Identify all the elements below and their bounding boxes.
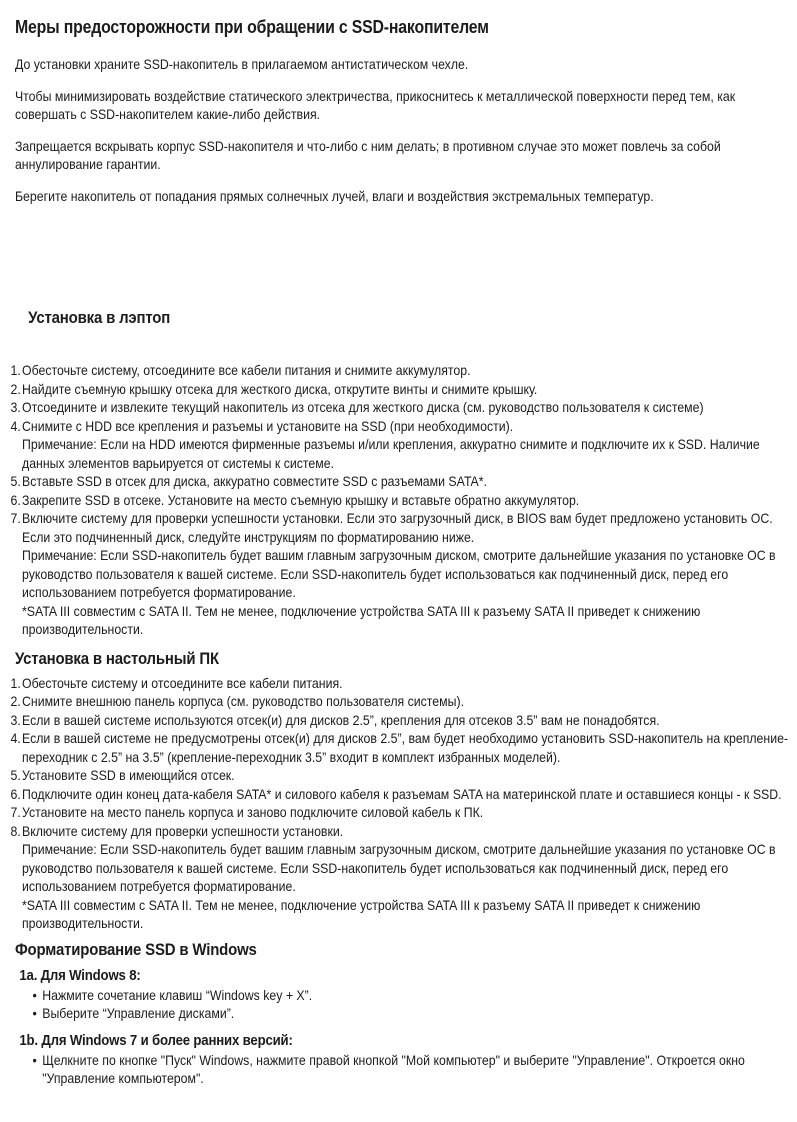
subsection-windows8 <box>15 966 789 1023</box>
item-text: Отсоедините и извлеките текущий накопитель из отсека для жесткого диска (см. руководство пользователя к системе) <box>22 399 704 415</box>
item-number: 6. <box>10 785 21 802</box>
list-item <box>11 472 789 491</box>
document-page <box>0 16 797 1088</box>
precaution-paragraph: Берегите накопитель от попадания прямых солнечных лучей, влаги и воздействия экстремальных температур. <box>14 187 654 204</box>
item-number: 3. <box>10 399 21 415</box>
item-body <box>22 509 788 639</box>
item-note: Примечание: Если SSD-накопитель будет вашим главным загрузочным диском, смотрите дальнейшие указания по установке ОС в руководство пользователя к вашей системе. Если SSD-накопитель будет использоваться как подчиненный диск, перед его использованием потребуется форматирование. <box>22 547 776 600</box>
item-text: Установите на место панель корпуса и заново подключите силовой кабель к ПК. <box>22 804 484 820</box>
item-note: Примечание: Если на HDD имеются фирменные разъемы и/или крепления, аккуратно снимите и подключите их к SSD. Наличие данных элементов варьируется от системы к системе. <box>22 436 760 471</box>
item-text: Снимите внешнюю панель корпуса (см. руководство пользователя системы). <box>22 693 465 709</box>
item-number: 4. <box>10 417 21 434</box>
list-item <box>11 803 789 822</box>
laptop-install-steps <box>11 361 789 639</box>
list-item <box>11 509 789 639</box>
item-number: 2. <box>10 693 21 709</box>
item-text: Снимите с HDD все крепления и разъемы и установите на SSD (при необходимости). <box>22 417 514 434</box>
item-number: 7. <box>10 804 21 820</box>
item-number: 4. <box>10 730 21 746</box>
list-item <box>11 398 789 417</box>
item-number: 2. <box>10 380 21 397</box>
item-body <box>22 822 788 933</box>
bullet-text: Щелкните по кнопке "Пуск" Windows, нажмите правой кнопкой "Мой компьютер" и выберите "Управление". Откроется окно "Управление компьютером". <box>42 1051 745 1086</box>
bullet-icon: • <box>32 1051 37 1068</box>
precaution-paragraph: До установки храните SSD-накопитель в прилагаемом антистатическом чехле. <box>14 56 469 72</box>
item-footnote: *SATA III совместим с SATA II. Тем не менее, подключение устройства SATA III к разъему SATA II приведет к снижению производительности. <box>22 602 701 637</box>
item-number: 7. <box>10 510 21 526</box>
bullet-item <box>33 1004 789 1023</box>
list-item <box>11 729 789 766</box>
list-item <box>11 674 789 693</box>
subsection-windows7 <box>15 1031 789 1088</box>
item-text: Включите систему для проверки успешности установки. <box>22 822 344 839</box>
item-number: 5. <box>10 473 21 489</box>
subsection-label: 1a. Для Windows 8: <box>19 966 141 984</box>
item-text: Включите систему для проверки успешности установки. Если это загрузочный диск, в BIOS вам будет предложено установить ОС. Если это подчиненный диск, следуйте инструкциям по форматированию ниже. <box>22 510 773 545</box>
item-note: Примечание: Если SSD-накопитель будет вашим главным загрузочным диском, смотрите дальнейшие указания по установке ОС в руководство пользователя к вашей системе. Если SSD-накопитель будет использоваться как подчиненный диск, перед его использованием потребуется форматирование. <box>22 841 776 894</box>
page-title: Меры предосторожности при обращении с SSD-накопителем <box>14 17 489 37</box>
item-text: Обесточьте систему и отсоедините все кабели питания. <box>22 674 343 691</box>
bullet-item <box>33 986 789 1005</box>
item-text: Если в вашей системе не предусмотрены отсек(и) для дисков 2.5”, вам будет необходимо установить SSD-накопитель на крепление-переходник с 2.5” на 3.5” (крепление-переходник 3.5” входит в комплект избранных моделей). <box>22 730 789 765</box>
desktop-install-steps <box>11 674 789 933</box>
bullet-item <box>33 1051 789 1088</box>
item-text: Вставьте SSD в отсек для диска, аккуратно совместите SSD с разъемами SATA*. <box>22 473 487 489</box>
bullet-list <box>15 986 789 1023</box>
item-number: 1. <box>10 362 21 378</box>
item-number: 8. <box>10 822 21 839</box>
item-number: 6. <box>10 491 21 508</box>
section-heading-laptop-install: Установка в лэптоп <box>28 308 171 327</box>
item-text: Подключите один конец дата-кабеля SATA* и силового кабеля к разъемам SATA на материнской плате и оставшиеся концы - к SSD. <box>22 785 782 802</box>
list-item <box>11 711 789 730</box>
bullet-text: Выберите “Управление дисками”. <box>42 1005 235 1021</box>
precaution-paragraph: Чтобы минимизировать воздействие статического электричества, прикоснитесь к металлической поверхности перед тем, как совершать с SSD-накопителем какие-либо действия. <box>14 87 736 122</box>
precaution-paragraph: Запрещается вскрывать корпус SSD-накопителя и что-либо с ним делать; в противном случае это может повлечь за собой аннулирование гарантии. <box>14 137 721 172</box>
item-text: Найдите съемную крышку отсека для жесткого диска, открутите винты и снимите крышку. <box>22 380 538 397</box>
bullet-list <box>15 1051 789 1088</box>
list-item <box>11 692 789 711</box>
item-text: Закрепите SSD в отсеке. Установите на место съемную крышку и вставьте обратно аккумулятор. <box>22 491 580 508</box>
item-number: 5. <box>10 767 21 783</box>
item-footnote: *SATA III совместим с SATA II. Тем не менее, подключение устройства SATA III к разъему SATA II приведет к снижению производительности. <box>22 896 701 931</box>
bullet-icon: • <box>32 1005 37 1021</box>
item-number: 3. <box>10 711 21 728</box>
list-item <box>11 380 789 399</box>
item-text: Обесточьте систему, отсоедините все кабели питания и снимите аккумулятор. <box>22 362 471 378</box>
list-item <box>11 785 789 804</box>
list-item <box>11 491 789 510</box>
bullet-icon: • <box>32 986 37 1003</box>
item-number: 1. <box>10 674 21 691</box>
bullet-text: Нажмите сочетание клавиш “Windows key + X”. <box>42 986 313 1003</box>
section-heading-desktop-install: Установка в настольный ПК <box>14 648 219 668</box>
list-item <box>11 822 789 933</box>
item-text: Если в вашей системе используются отсек(и) для дисков 2.5”, крепления для отсеков 3.5” вам не понадобятся. <box>22 711 660 728</box>
list-item <box>11 766 789 785</box>
subsection-label: 1b. Для Windows 7 и более ранних версий: <box>19 1031 293 1049</box>
item-body <box>22 417 788 473</box>
list-item <box>11 361 789 380</box>
item-text: Установите SSD в имеющийся отсек. <box>22 767 235 783</box>
list-item <box>11 417 789 473</box>
section-heading-formatting: Форматирование SSD в Windows <box>14 939 257 959</box>
